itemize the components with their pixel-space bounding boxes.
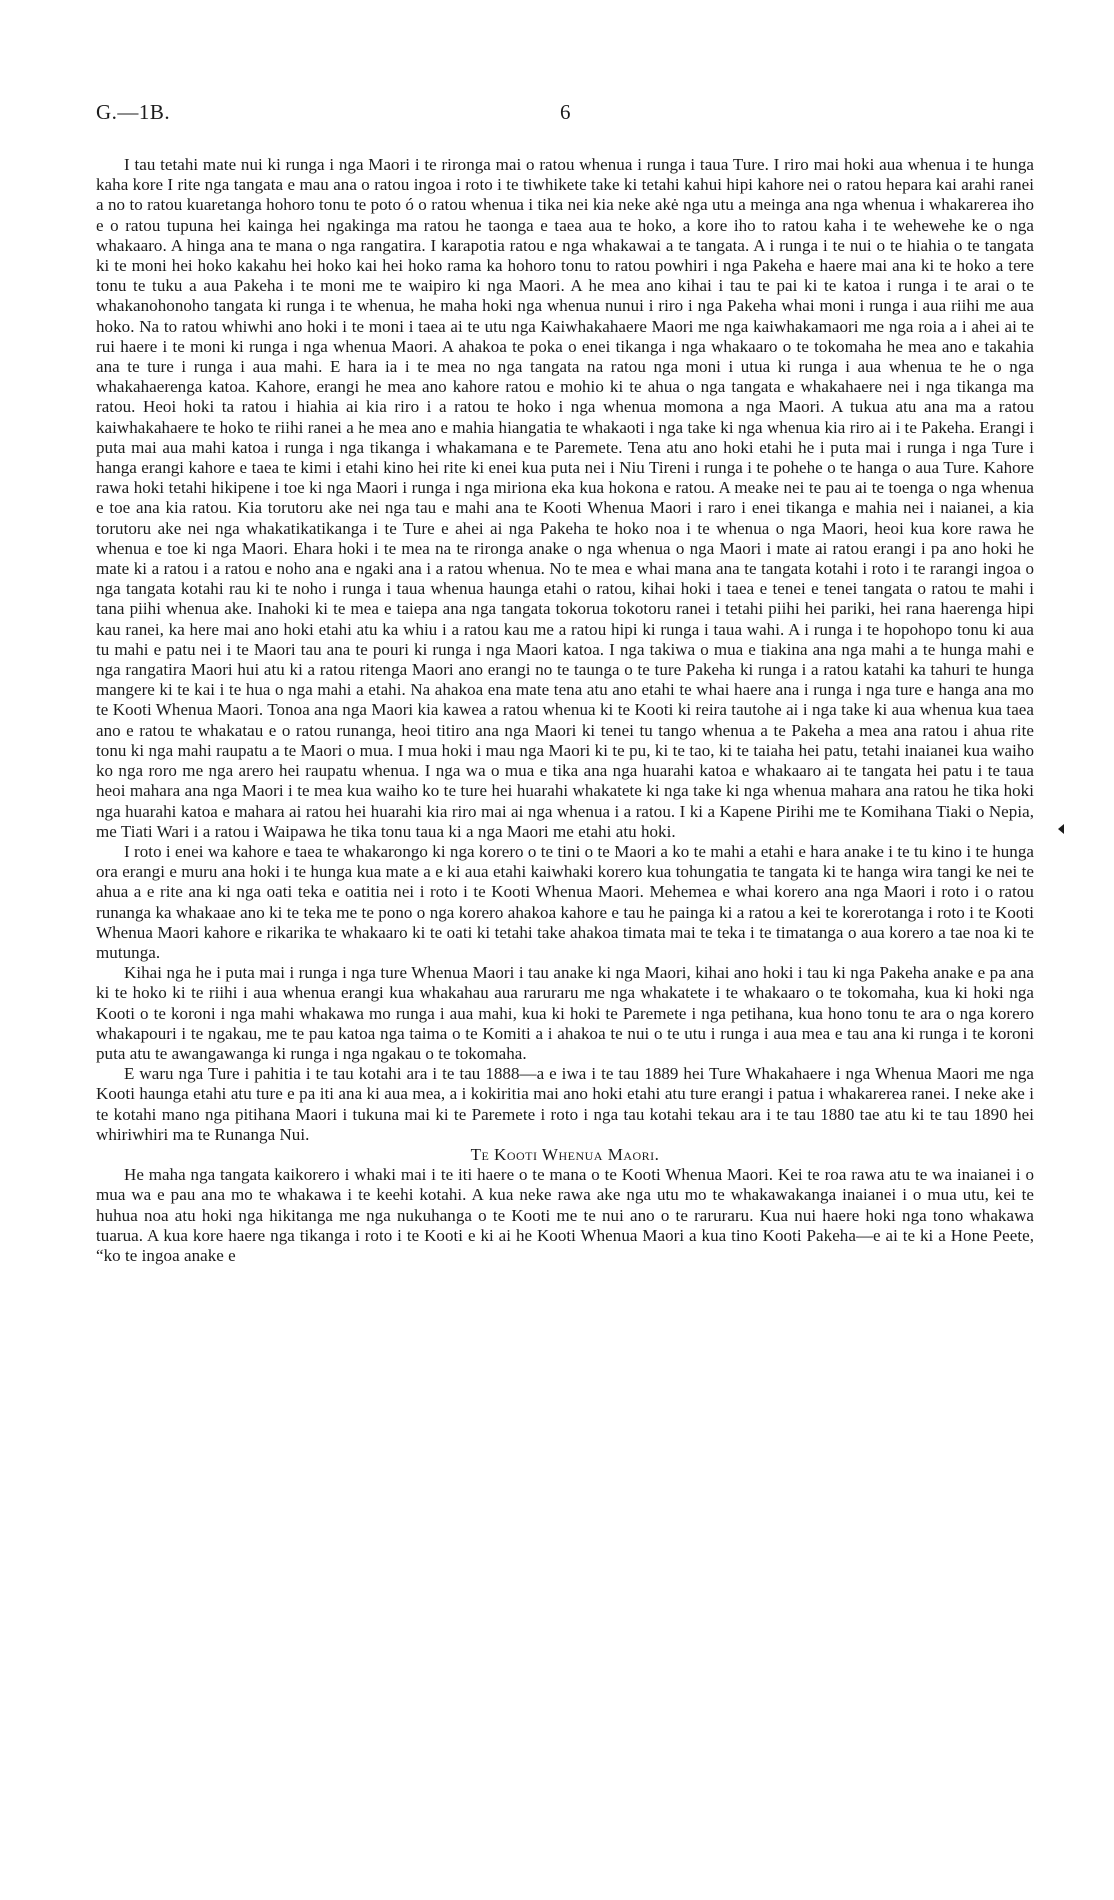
page-number: 6 — [560, 100, 571, 124]
section-paragraph: He maha nga tangata kaikorero i whaki mai i te iti haere o te mana o te Kooti Whenua Maori. Kei te roa rawa atu te wa inaianei i o mua wa e pau ana mo te whakawa i te keehi kotahi. A kua neke rawa ake nga utu mo te whakawakanga inaianei i o mua utu, kei te huhua noa atu hoki nga hikitanga me nga nukuhanga o te Kooti me te nui ano o te raruraru. Kua nui haere hoki nga tono whakawa tuarua. A kua kore haere nga tikanga i roto i te Kooti e ki ai he Kooti Whenua Maori a kua tino Kooti Pakeha—e ai te ki a Hone Peete, “ko te ingoa anake e — [96, 1165, 1034, 1265]
paragraph-2: I roto i enei wa kahore e taea te whakarongo ki nga korero o te tini o te Maori a ko te mahi a etahi e hara anake i te tu kino i te hunga ora erangi e muru ana hoki i te hunga kua mate a e ki aua etahi kaiwhaki korero kua tohungatia te tangata ki te hanga wira tangi ke nei te ahua a e rite ana ki nga oati teka e oatitia nei i roto i te Kooti Whenua Maori. Mehemea e whai korero ana nga Maori i roto i o ratou runanga ka whakaae ano ki te teka me te pono o nga korero ahakoa kahore e tau he painga ki a ratou a kei te korerotanga i roto i te Kooti Whenua Maori kahore e rikarika te whakaaro ki te oati ki tetahi take ahakoa timata mai te teka i te timatanga o aua korero a tae noa ki te mutunga. — [96, 841, 1034, 962]
body-text — [96, 155, 1034, 1266]
paragraph-1: I tau tetahi mate nui ki runga i nga Maori i te rironga mai o ratou whenua i runga i taua Ture. I riro mai hoki aua whenua i te hunga kaha kore I rite nga tangata e mau ana o ratou ingoa i roto i te tiwhikete take ki tetahi kahui hipi kahore nei o ratou hepara kai arahi ranei a no to ratou kuaretanga hohoro tonu te poto ó o ratou whenua i tika nei kia neke akė nga utu a meinga ana nga whenua i whakarerea iho e o ratou tupuna hei kainga hei ngakinga ma ratou he taonga e taea aua te hoko, a kore iho to ratou kaha i te wehewehe ke o nga whakaaro. A hinga ana te mana o nga rangatira. I karapotia ratou e nga whakawai a te tangata. A i runga i te nui o te hiahia o te tangata ki te moni hei hoko kakahu hei hoko kai hei hoko rama ka hohoro tonu to ratou powhiri i nga Pakeha e haere mai ana ki te hoko a tere tonu te tuku a aua Pakeha i te moni me te waipiro ki nga Maori. A he mea ano kihai i tau te pai ki te katoa i runga i te arai o te whakanohonoho tangata ki runga i te whenua, he maha hoki nga whenua nunui i riro i nga Pakeha whai moni i runga i aua riihi me aua hoko. Na to ratou whiwhi ano hoki i te moni i taea ai te utu nga Kaiwhakahaere Maori me nga kaiwhakamaori me nga roia a i ahei ai te rui haere i te moni ki runga i nga whenua Maori. A ahakoa te poka o enei tikanga i nga whakaaro o te tokomaha he mea ano e takahia ana te ture i runga i aua mahi. E hara ia i te mea no nga tangata na ratou nga moni i utua ki runga i aua whenua te he o nga whakahaerenga katoa. Kahore, erangi he mea ano kahore ratou e mohio ki te ahua o nga tangata e whakahaere nei i nga tikanga ma ratou. Heoi hoki ta ratou i hiahia ai kia riro i a ratou te hoko i nga whenua momona a nga Maori. A tukua atu ana ma a ratou kaiwhakahaere te hoko te riihi ranei a he mea ano e mahia hiangatia te whakaoti i nga take ki nga whenua kia riro ai i te Pakeha. Erangi i puta mai aua mahi katoa i runga i nga tikanga i whakamana e te Paremete. Tena atu ano hoki etahi he i puta mai i runga i nga Ture i hanga erangi kahore e taea te kimi i etahi kino hei rite ki enei kua puta nei i Niu Tireni i runga i te pohehe o te hanga o aua Ture. Kahore rawa hoki tetahi hikipene i toe ki nga Maori i runga i nga miriona eka kua hokona e ratou. A meake nei te pau ai te toenga o nga whenua e toe ana kia ratou. Kia torutoru ake nei nga tau e mahi ana te Kooti Whenua Maori i raro i enei tikanga e mahia nei i naianei, a kia torutoru ake nei nga whakatikatikanga i te Ture e ahei ai nga Pakeha te hoko noa i te whenua o nga Maori, heoi kua kore rawa he whenua e toe ki nga Maori. Ehara hoki i te mea na te rironga anake o nga whenua o nga Maori i mate ai ratou erangi i pa ano hoki he mate ki a ratou i a ratou e noho ana e ngaki ana i a ratou whenua. No te mea e whai mana ana te tangata kotahi i roto i te rarangi ingoa o nga tangata kotahi rau ki te noho i runga i taua whenua haunga etahi o ratou, kihai hoki i taea e tenei e tenei tangata o ratou te mahi i tana piihi whenua ake. Inahoki ki te mea e taiepa ana nga tangata tokorua tokotoru ranei i tetahi piihi hei pariki, hei rana haerenga hipi kau ranei, ka here mai ano hoki etahi atu ka whiu i a ratou kau me a ratou hipi ki runga i taua wahi. A i runga i te hopohopo tonu ki aua tu mahi e patu nei i te Maori tau ana te pouri ki runga i nga Maori katoa. I nga takiwa o mua e tiakina ana nga mahi a te hunga mahi e nga rangatira Maori hui atu ki a ratou ritenga Maori ano erangi no te taunga o te ture Pakeha ki runga i a ratou katahi ka tahuri te hunga mangere ki te kai i te hua o nga mahi a etahi. Na ahakoa ena mate tena atu ano etahi te whai haere ana i runga i nga ture e hanga ana mo te Kooti Whenua Maori. Tonoa ana nga Maori kia kawea a ratou whenua ki te Kooti ki reira tautohe ai i nga take ki aua whenua kua taea ano e ratou te whakatau e o ratou runanga, heoi titiro ana nga Maori ki tenei tu tango whenua a te Pakeha a mea ana ratou i ahua rite tonu ki nga mahi raupatu a te Maori o mua. I mua hoki i mau nga Maori ki te pu, ki te tao, ki te taiaha hei patu, tetahi inaianei kua waiho ko nga roro me nga arero hei raupatu whenua. I nga wa o mua e tika ana nga huarahi katoa e whakaaro ai te tangata hei patu i te taua heoi mahara ana nga Maori i te mea kua waiho ko te ture hei huarahi whakatete ki nga take ki nga whenua mahara ana ratou he tika hoki nga huarahi katoa e mahara ai ratou hei huarahi kia riro mai ai nga whenua i a ratou. I ki a Kapene Pirihi me te Komihana Tiaki o Nepia, me Tiati Wari i a ratou i Waipawa he tika tonu taua ki a nga Maori me etahi atu hoki. — [96, 155, 1034, 841]
margin-mark-icon — [1058, 824, 1064, 834]
paragraph-4: E waru nga Ture i pahitia i te tau kotahi ara i te tau 1888—a e iwa i te tau 1889 hei Ture Whakahaere i nga Whenua Maori me nga Kooti haunga etahi atu ture e pa iti ana ki aua mea, a i kokiritia mai ano hoki etahi atu ture erangi i patua i whakarerea ranei. I neke ake i te kotahi mano nga pitihana Maori i tukuna mai ki te Paremete i roto i nga tau kotahi tekau ara i te tau 1880 tae atu ki te tau 1890 hei whiriwhiri ma te Runanga Nui. — [96, 1064, 1034, 1144]
paragraph-3: Kihai nga he i puta mai i runga i nga ture Whenua Maori i tau anake ki nga Maori, kihai ano hoki i tau ki nga Pakeha anake e pa ana ki te hoko ki te riihi i aua whenua erangi kua whakahau aua raruraru me nga whakatete i te whakaaro o te tokomaha, kua ki hoki nga Kooti o te koroni i nga mahi whakawa mo runga i aua mahi, kua ki hoki te Paremete i nga petihana, kua hono tonu te ara o nga korero whakapouri i te ngakau, me te pau katoa nga taima o te Komiti a i ahakoa te nui o te utu i runga i aua mea e tau ana ki runga i te koroni puta atu te awangawanga ki runga i nga ngakau o te tokomaha. — [96, 963, 1034, 1063]
section-heading: Te Kooti Whenua Maori. — [470, 1144, 660, 1164]
document-reference: G.—1B. — [96, 100, 171, 124]
page-header — [0, 100, 1114, 130]
